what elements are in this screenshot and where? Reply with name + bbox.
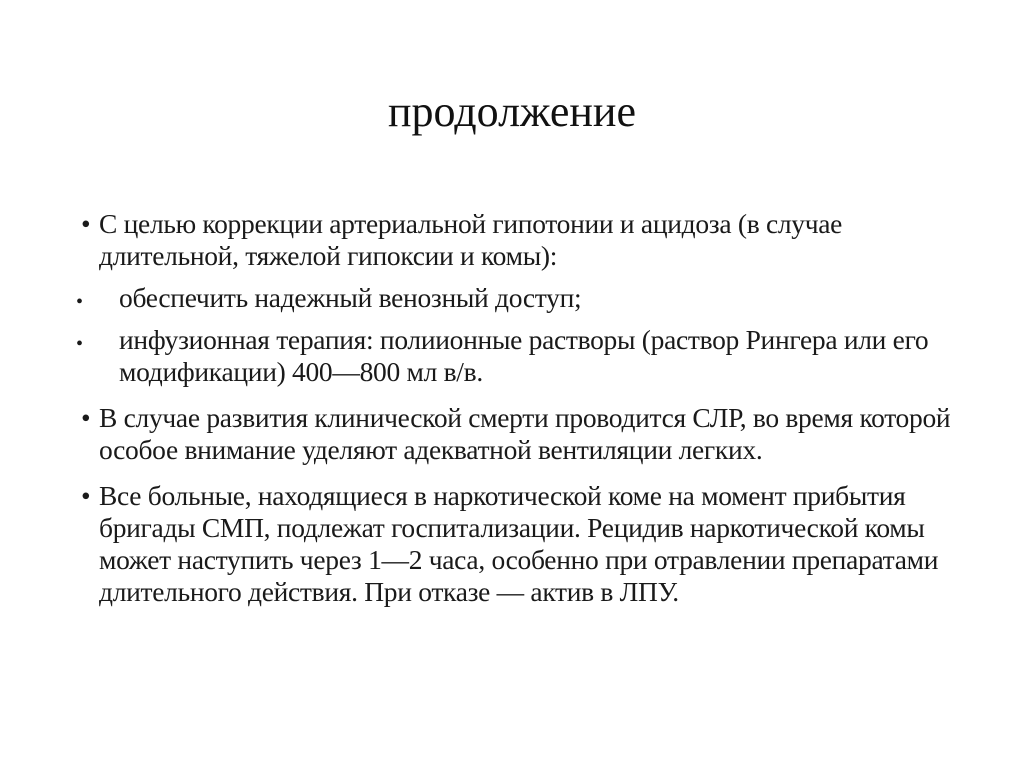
list-item-text: Все больные, находящиеся в наркотической коме на момент прибытия бригады СМП, подлежат госпитализации. Рецидив наркотической комы может наступить через 1—2 часа, особенно при отравлении препаратами длительного действия. При отказе — актив в ЛПУ. bbox=[99, 480, 939, 607]
list-item bbox=[78, 282, 958, 314]
list-item-text: инфузионная терапия: полиионные растворы (раствор Рингера или его модификации) 400—800 мл в/в. bbox=[119, 324, 929, 387]
bullet-icon: • bbox=[76, 333, 83, 355]
list-item bbox=[78, 402, 958, 466]
bullet-icon: • bbox=[81, 480, 91, 511]
list-item-text: С целью коррекции артериальной гипотонии и ацидоза (в случае длительной, тяжелой гипоксии и комы): bbox=[99, 208, 843, 271]
list-item bbox=[78, 208, 958, 272]
list-item-text: обеспечить надежный венозный доступ; bbox=[119, 282, 582, 313]
bullet-icon: • bbox=[81, 208, 91, 239]
list-item bbox=[78, 480, 958, 608]
bullet-list bbox=[78, 208, 958, 608]
list-item-text: В случае развития клинической смерти проводится СЛР, во время которой особое внимание уделяют адекватной вентиляции легких. bbox=[99, 402, 951, 465]
bullet-icon: • bbox=[81, 402, 91, 433]
bullet-icon: • bbox=[76, 291, 83, 313]
slide-title: продолжение bbox=[387, 87, 636, 136]
list-item bbox=[78, 324, 958, 388]
